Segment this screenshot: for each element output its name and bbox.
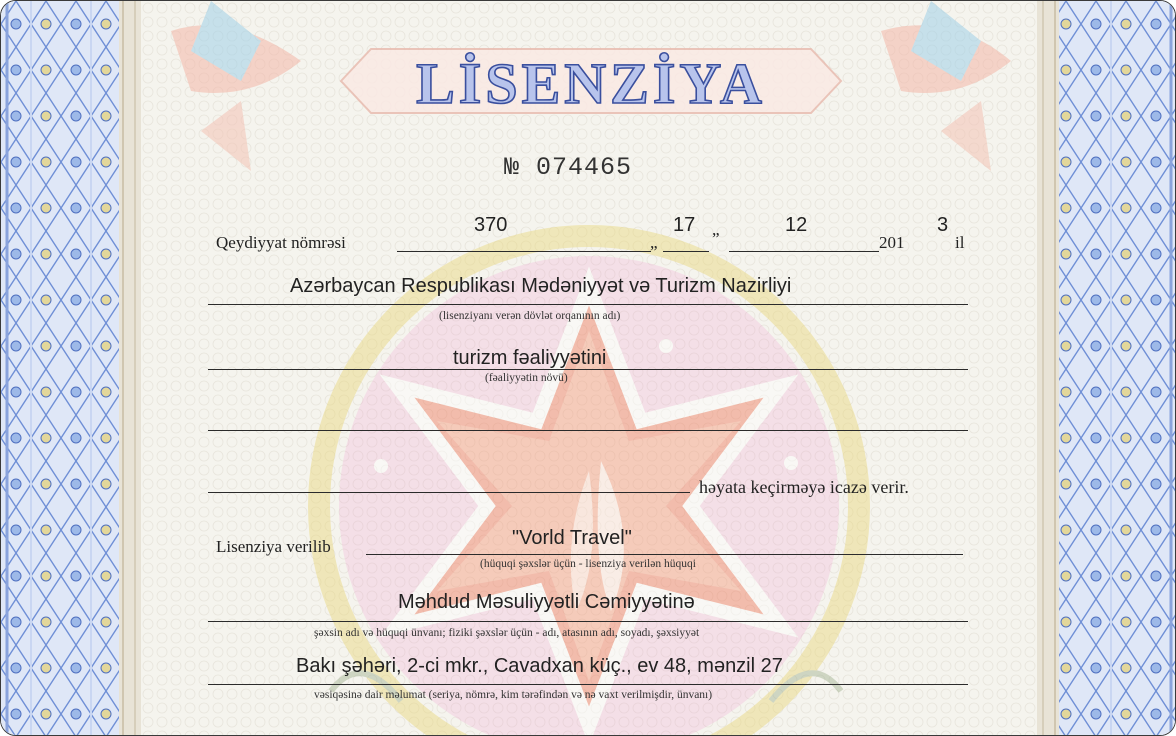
registration-number: 370 — [474, 214, 508, 236]
holder-label: Lisenziya verilib — [216, 537, 331, 556]
quote-open: „ — [650, 233, 658, 252]
number-value: 074465 — [536, 153, 633, 182]
holder-address: Bakı şəhəri, 2-ci mkr., Cavadxan küç., ev 48, mənzil 27 — [296, 655, 783, 677]
activity-caption: (fəaliyyətin növü) — [485, 372, 568, 384]
registration-day: 17 — [673, 214, 696, 236]
legal-form-line — [208, 621, 968, 622]
license-number — [504, 153, 632, 182]
title-text: LİSENZİYA — [416, 51, 766, 116]
holder-legal-form: Məhdud Məsuliyyətli Cəmiyyətinə — [398, 591, 695, 613]
number-sign: № — [504, 153, 521, 182]
holder-name: "Vorld Travel" — [512, 527, 632, 549]
day-line — [663, 251, 709, 252]
permission-text: həyata keçirməyə icazə verir. — [699, 477, 909, 497]
registration-number-line — [397, 251, 651, 252]
holder-caption: (hüquqi şəxslər üçün - lisenziya verilən hüquqi — [480, 558, 696, 570]
issuer-caption: (lisenziyanı verən dövlət orqanının adı) — [439, 310, 621, 322]
il-label: il — [955, 233, 965, 252]
activity-value: turizm fəaliyyətini — [453, 347, 607, 369]
address-line — [208, 684, 968, 685]
year-suffix: 3 — [937, 214, 949, 236]
year-prefix: 201 — [879, 233, 905, 252]
issuer-name: Azərbaycan Respublikası Mədəniyyət və Turizm Nazirliyi — [290, 275, 792, 297]
registration-month: 12 — [785, 214, 808, 236]
month-line — [729, 251, 879, 252]
activity-line — [208, 369, 968, 370]
document-title — [331, 41, 851, 121]
address-caption: vəsiqəsinə dair məlumat (seriya, nömrə, kim tərəfindən və nə vaxt verilmişdir, ünvanı) — [314, 689, 713, 701]
activity-line-2 — [208, 430, 968, 431]
legal-form-caption: şəxsin adı və hüquqi ünvanı; fiziki şəxslər üçün - adı, atasının adı, soyadı, şəxsiyyət — [314, 627, 700, 639]
holder-line — [366, 554, 963, 555]
activity-line-3 — [208, 492, 690, 493]
quote-close: ” — [712, 229, 720, 248]
issuer-line — [208, 304, 968, 305]
registration-label: Qeydiyyat nömrəsi — [216, 233, 346, 252]
